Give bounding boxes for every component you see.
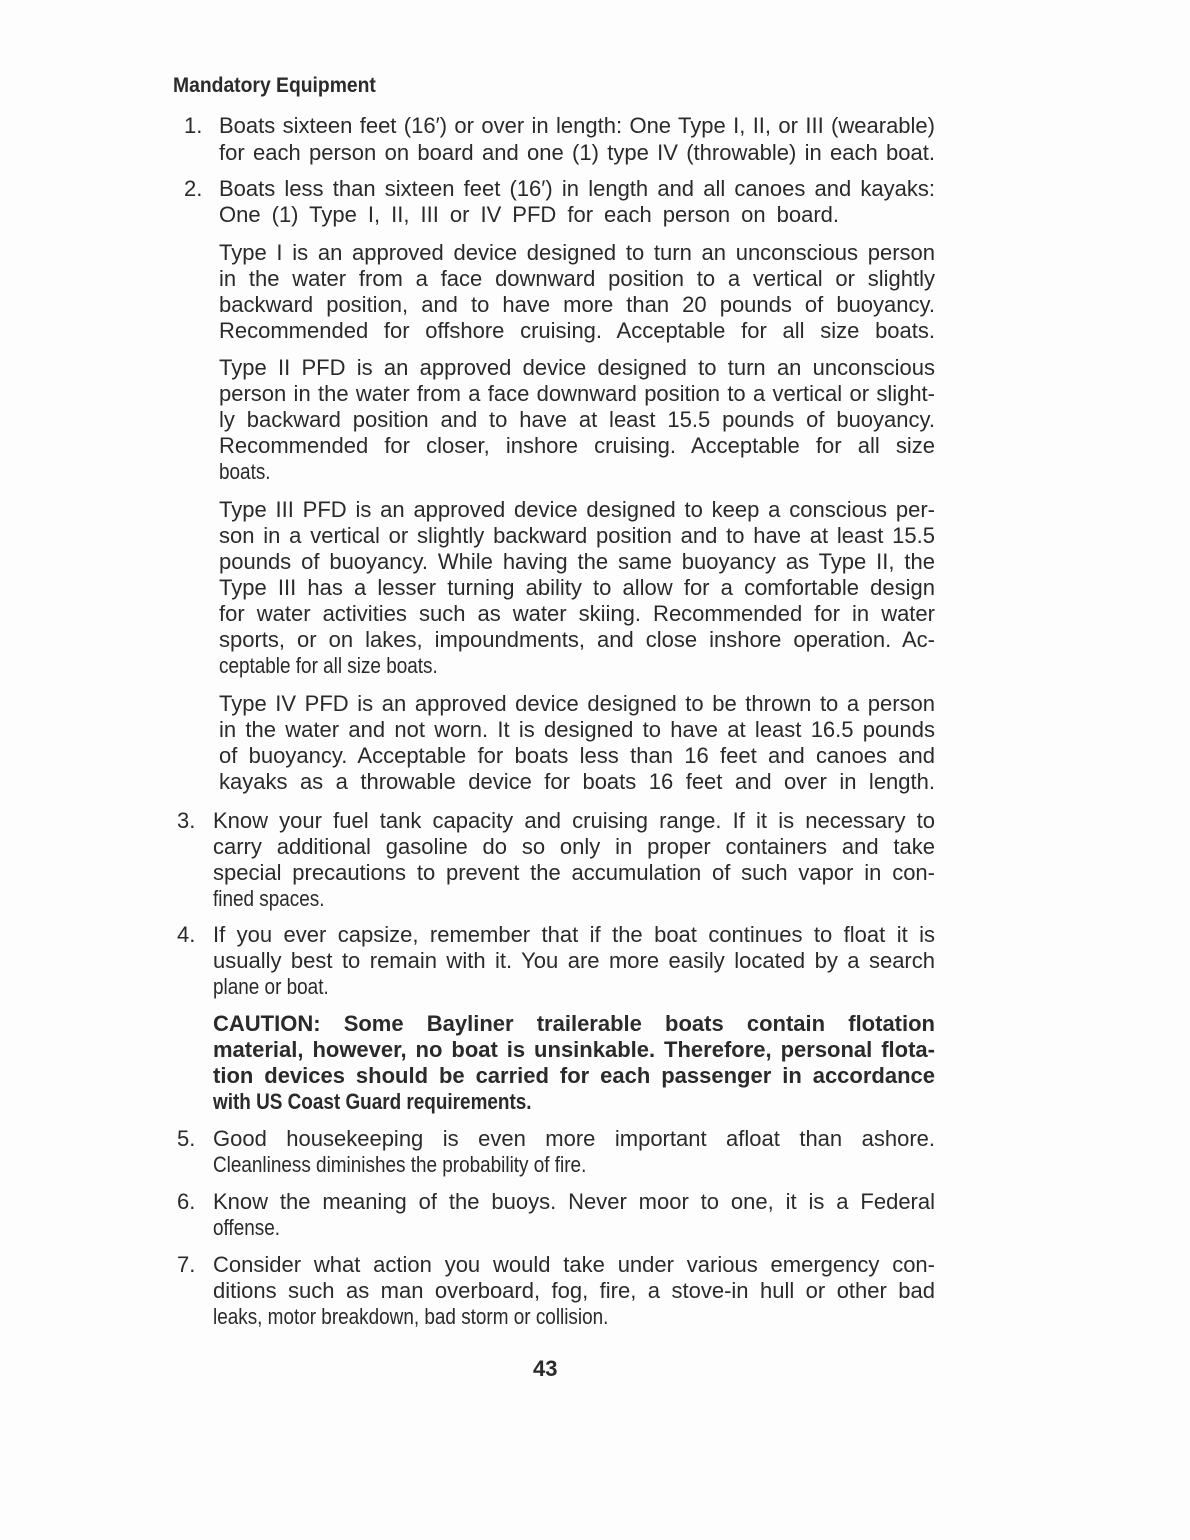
type-iii-paragraph-line: Type III PFD is an approved device designed to keep a conscious per- (219, 497, 935, 522)
list-item-line: offense. (213, 1215, 280, 1240)
list-item-line: Consider what action you would take under various emergency con- (213, 1252, 935, 1277)
list-number: 6. (177, 1189, 196, 1214)
type-iii-paragraph-line: sports, or on lakes, impoundments, and close inshore operation. Ac- (219, 627, 935, 652)
list-item-line: Boats less than sixteen feet (16′) in length and all canoes and kayaks: (219, 176, 935, 201)
type-iii-paragraph-line: son in a vertical or slightly backward position and to have at least 15.5 (219, 523, 935, 548)
list-item-line: special precautions to prevent the accumulation of such vapor in con- (213, 860, 935, 885)
list-number: 1. (184, 113, 203, 138)
type-iv-paragraph-line: in the water and not worn. It is designed to have at least 16.5 pounds (219, 717, 935, 742)
caution-notice-line: tion devices should be carried for each passenger in accordance (213, 1063, 935, 1088)
list-item-line: leaks, motor breakdown, bad storm or collision. (213, 1304, 609, 1329)
list-number: 2. (184, 176, 203, 201)
type-i-paragraph-line: backward position, and to have more than 20 pounds of buoyancy. (219, 292, 935, 317)
type-i-paragraph-line: in the water from a face downward position to a vertical or slightly (219, 266, 935, 291)
type-ii-paragraph-line: person in the water from a face downward position to a vertical or slight- (219, 381, 935, 406)
type-iii-paragraph-line: Type III has a lesser turning ability to allow for a comfortable design (219, 575, 935, 600)
caution-notice-line: CAUTION: Some Bayliner trailerable boats contain flotation (213, 1011, 935, 1036)
list-item-line: fined spaces. (213, 886, 325, 911)
list-item-line: carry additional gasoline do so only in proper containers and take (213, 834, 935, 859)
page-number: 43 (533, 1356, 558, 1381)
list-item-line: usually best to remain with it. You are more easily located by a search (213, 948, 935, 973)
type-iii-paragraph-line: pounds of buoyancy. While having the same buoyancy as Type II, the (219, 549, 935, 574)
list-number: 7. (177, 1252, 196, 1277)
type-i-paragraph-line: Type I is an approved device designed to turn an unconscious person (219, 240, 935, 265)
list-item-line: One (1) Type I, II, III or IV PFD for each person on board. (219, 202, 839, 227)
type-ii-paragraph-line: Type II PFD is an approved device designed to turn an unconscious (219, 355, 935, 380)
list-item-line: ditions such as man overboard, fog, fire, a stove-in hull or other bad (213, 1278, 935, 1303)
list-number: 4. (177, 922, 196, 947)
list-item-line: Cleanliness diminishes the probability of fire. (213, 1152, 587, 1177)
list-item-line: for each person on board and one (1) type IV (throwable) in each boat. (219, 140, 935, 165)
list-number: 3. (177, 808, 196, 833)
type-iv-paragraph-line: of buoyancy. Acceptable for boats less than 16 feet and canoes and (219, 743, 935, 768)
caution-notice-line: material, however, no boat is unsinkable. Therefore, personal flota- (213, 1037, 935, 1062)
type-iv-paragraph-line: kayaks as a throwable device for boats 16 feet and over in length. (219, 769, 935, 794)
list-item-line: Boats sixteen feet (16′) or over in length: One Type I, II, or III (wearable) (219, 113, 935, 138)
list-number: 5. (177, 1126, 196, 1151)
type-iii-paragraph-line: for water activities such as water skiing. Recommended for in water (219, 601, 935, 626)
type-iii-paragraph-line: ceptable for all size boats. (219, 653, 438, 678)
list-item-line: Know the meaning of the buoys. Never moor to one, it is a Federal (213, 1189, 935, 1214)
list-item-line: Good housekeeping is even more important afloat than ashore. (213, 1126, 935, 1151)
list-item-line: If you ever capsize, remember that if the boat continues to float it is (213, 922, 935, 947)
type-i-paragraph-line: Recommended for offshore cruising. Acceptable for all size boats. (219, 318, 935, 343)
type-ii-paragraph-line: Recommended for closer, inshore cruising. Acceptable for all size (219, 433, 935, 458)
section-heading: Mandatory Equipment (173, 74, 376, 97)
type-iv-paragraph-line: Type IV PFD is an approved device designed to be thrown to a person (219, 691, 935, 716)
list-item-line: Know your fuel tank capacity and cruising range. If it is necessary to (213, 808, 935, 833)
list-item-line: plane or boat. (213, 974, 329, 999)
caution-notice-line: with US Coast Guard requirements. (213, 1089, 532, 1114)
type-ii-paragraph-line: ly backward position and to have at least 15.5 pounds of buoyancy. (219, 407, 935, 432)
type-ii-paragraph-line: boats. (219, 459, 271, 484)
